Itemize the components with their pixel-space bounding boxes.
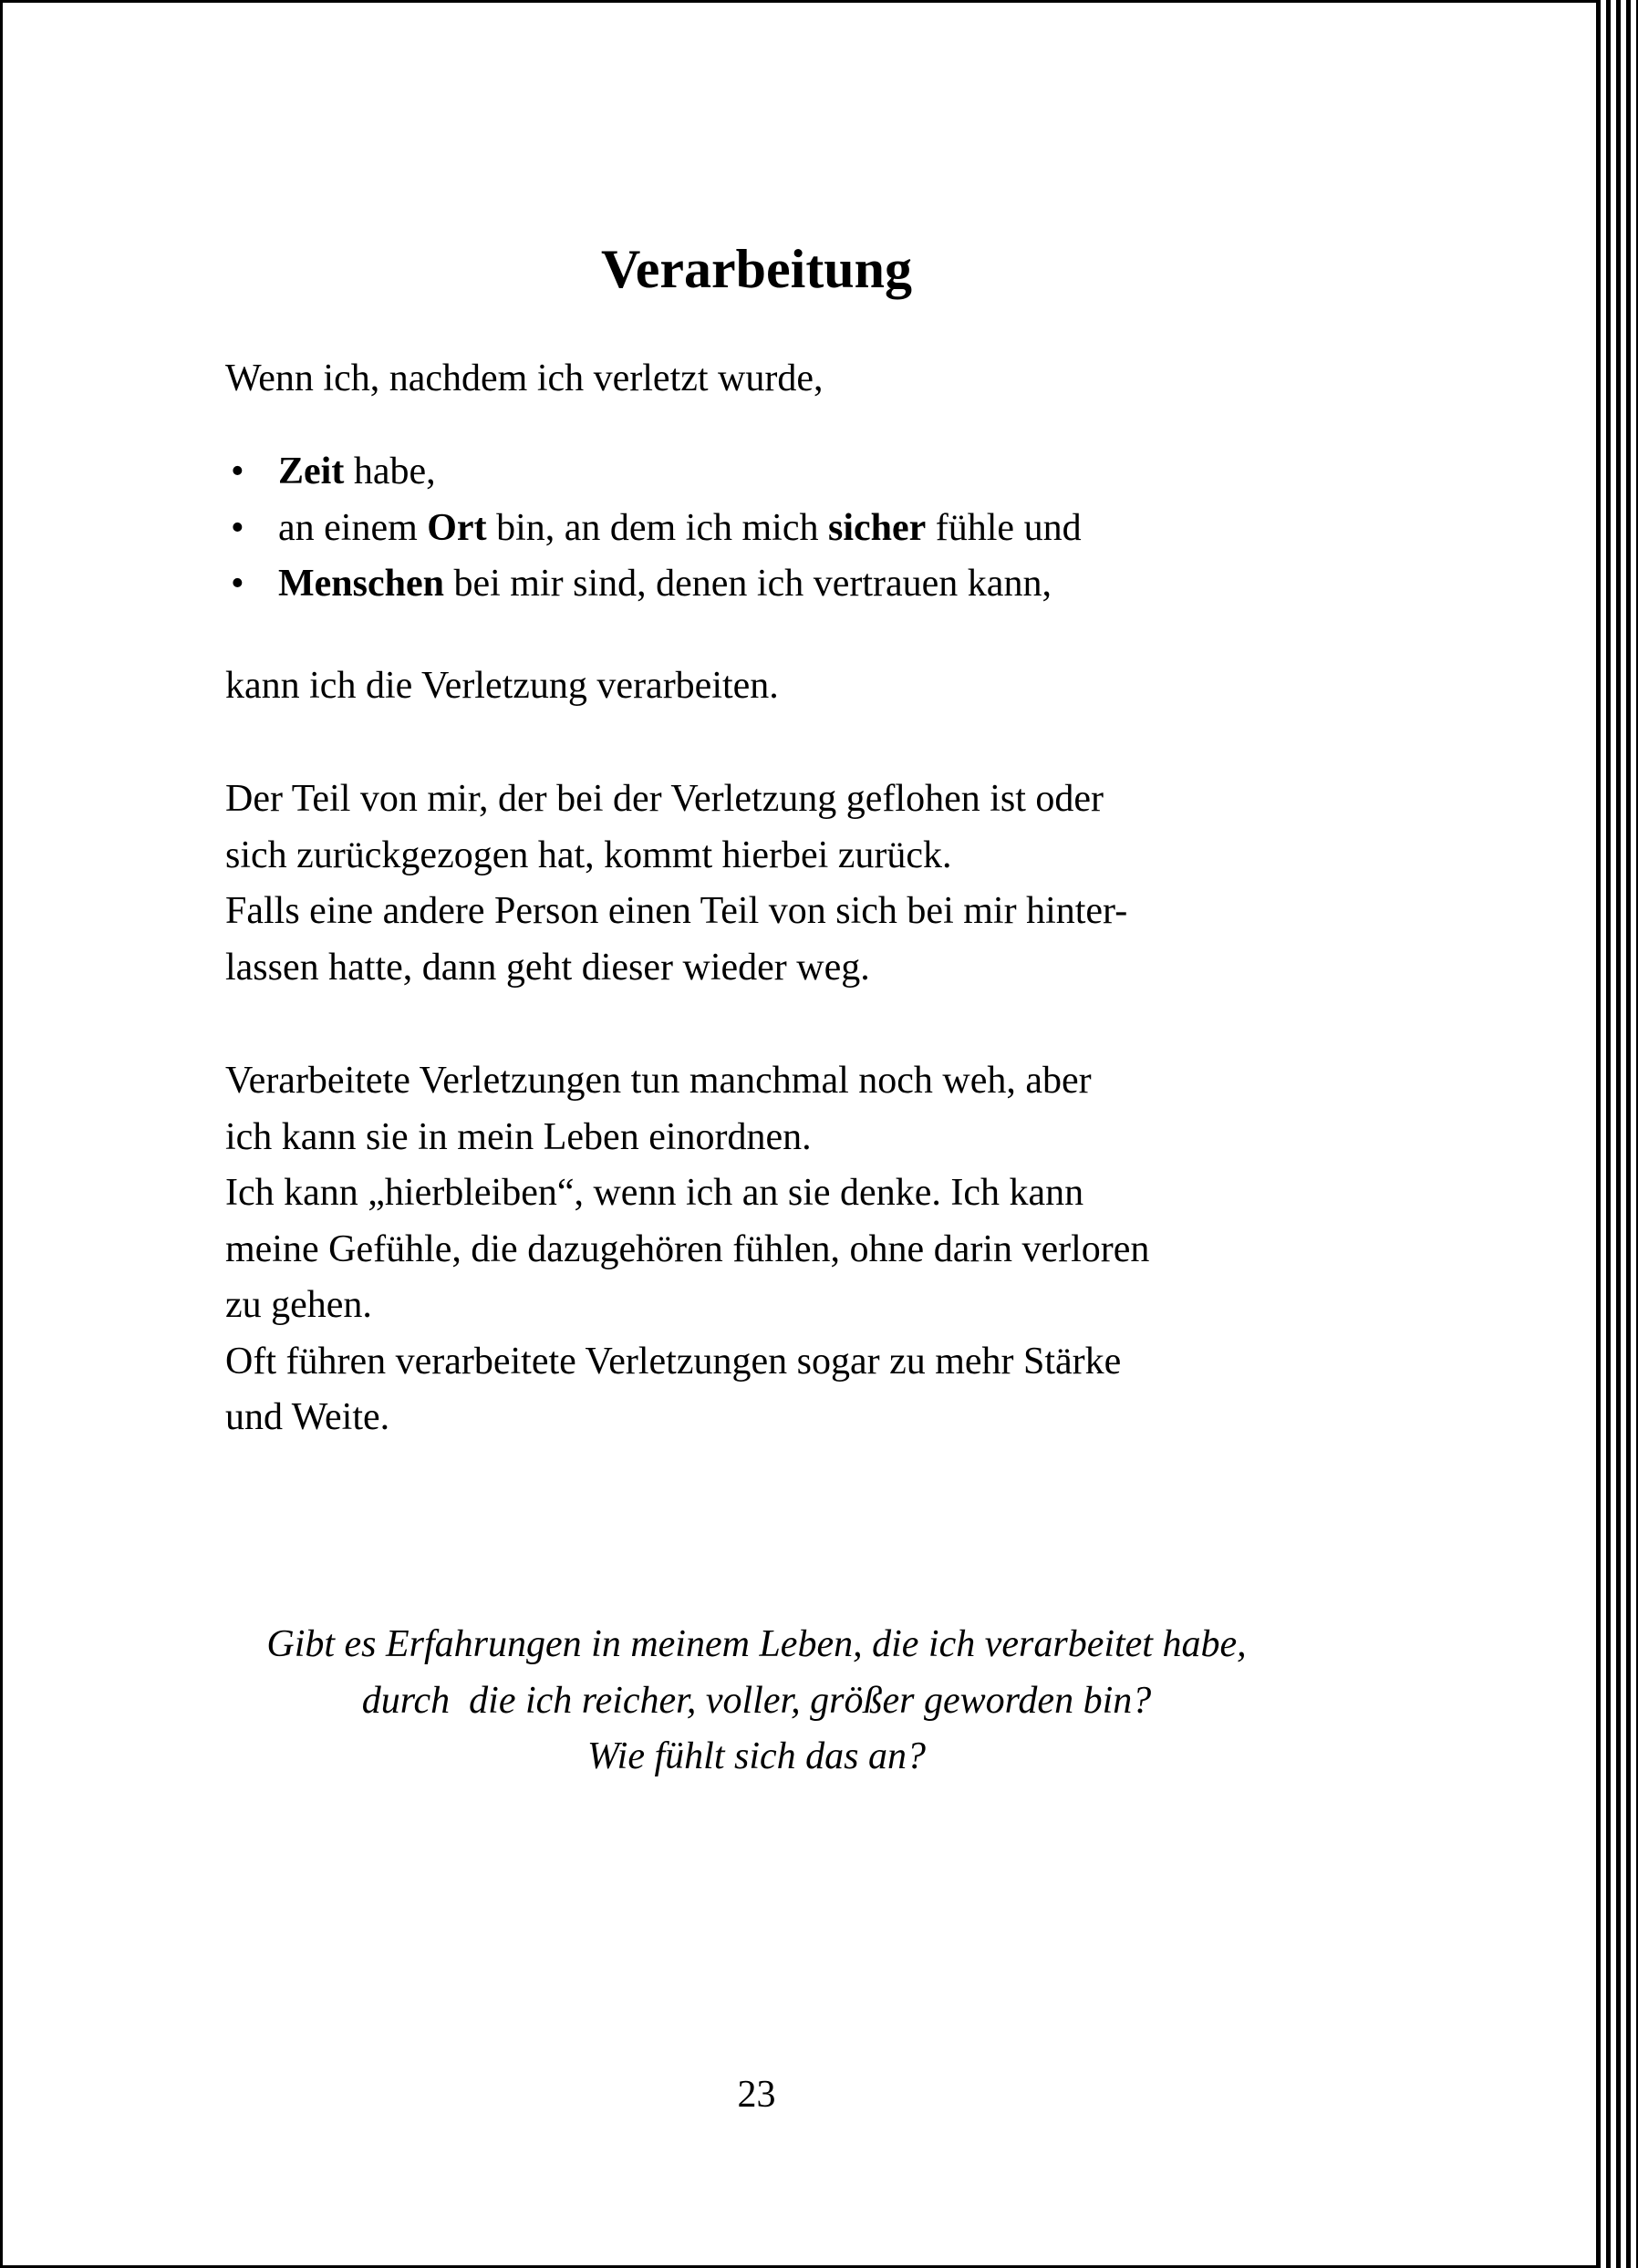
question-line: Wie fühlt sich das an? <box>587 1735 926 1777</box>
book-spine-stripes <box>1596 0 1638 2268</box>
bullet-icon: • <box>231 450 244 492</box>
text-line: ich kann sie in mein Leben einordnen. <box>225 1115 812 1158</box>
reflection-question <box>225 1617 1288 1786</box>
text-line: sich zurückgezogen hat, kommt hierbei zurück. <box>225 834 952 876</box>
bullet-icon: • <box>231 563 244 605</box>
bold-term: Ort <box>427 506 487 549</box>
list-item <box>225 501 1288 557</box>
list-item-text: bin, an dem ich mich <box>486 506 828 549</box>
bold-term: sicher <box>827 506 927 549</box>
text-line: zu gehen. <box>225 1284 372 1326</box>
list-item-text: fühle und <box>926 506 1082 549</box>
text-line: meine Gefühle, die dazugehören fühlen, ohne darin verloren <box>225 1227 1150 1270</box>
list-item-text: bei mir sind, denen ich vertrauen kann, <box>444 563 1052 605</box>
conditions-list <box>225 444 1288 613</box>
text-line: Falls eine andere Person einen Teil von sich bei mir hinter- <box>225 890 1128 932</box>
text-line: und Weite. <box>225 1396 390 1438</box>
text-line: lassen hatte, dann geht dieser wieder weg. <box>225 946 870 989</box>
text-line: Verarbeitete Verletzungen tun manchmal noch weh, aber <box>225 1060 1092 1102</box>
intro-line: Wenn ich, nachdem ich verletzt wurde, <box>225 357 824 399</box>
bullet-icon: • <box>231 506 244 549</box>
list-item-text: an einem <box>278 506 428 549</box>
conclusion-line: kann ich die Verletzung verarbeiten. <box>225 665 779 707</box>
question-line: Gibt es Erfahrungen in meinem Leben, die ich verarbeitet habe, <box>266 1623 1247 1665</box>
text-line: Der Teil von mir, der bei der Verletzung geflohen ist oder <box>225 778 1104 820</box>
bold-term: Zeit <box>278 450 345 492</box>
text-line: Ich kann „hierbleiben“, wenn ich an sie denke. Ich kann <box>225 1172 1084 1214</box>
text-line: Oft führen verarbeitete Verletzungen sogar zu mehr Stärke <box>225 1340 1122 1383</box>
list-item-text: habe, <box>344 450 436 492</box>
paragraph-processed <box>225 1053 1288 1446</box>
page-title: Verarbeitung <box>600 239 913 299</box>
list-item <box>225 556 1288 613</box>
question-line: durch die ich reicher, voller, größer geworden bin? <box>361 1679 1152 1722</box>
list-item <box>225 444 1288 501</box>
page-number: 23 <box>737 2074 776 2116</box>
bold-term: Menschen <box>278 563 444 605</box>
paragraph-return <box>225 772 1288 996</box>
